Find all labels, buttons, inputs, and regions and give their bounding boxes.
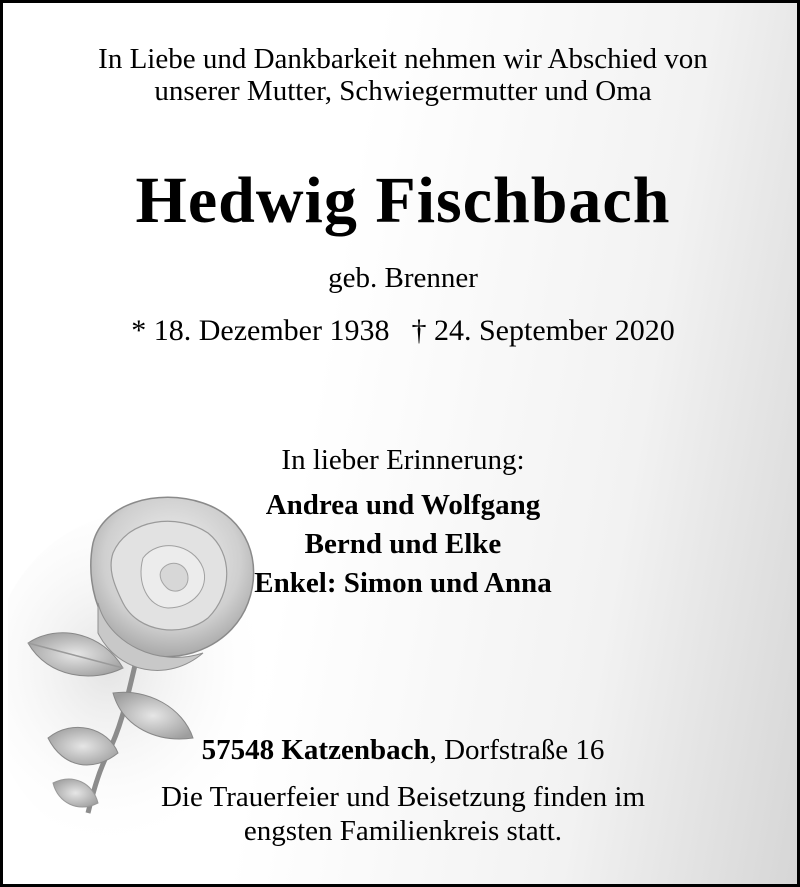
intro-line-2: unserer Mutter, Schwiegermutter und Oma: [154, 75, 652, 107]
death-date: † 24. September 2020: [411, 314, 675, 347]
intro-line-1: In Liebe und Dankbarkeit nehmen wir Abschied von: [98, 43, 708, 75]
funeral-note: [3, 780, 800, 848]
address-street: , Dorfstraße 16: [429, 734, 605, 766]
life-dates: [3, 313, 800, 349]
intro-text: [3, 43, 800, 107]
family-member: Andrea und Wolfgang: [265, 489, 541, 521]
funeral-line-1: Die Trauerfeier und Beisetzung finden im: [160, 781, 646, 813]
memory-heading: In lieber Erinnerung:: [281, 444, 525, 476]
family-member: Bernd und Elke: [304, 528, 502, 560]
deceased-name: Hedwig Fischbach: [135, 164, 671, 237]
address: [3, 733, 800, 767]
birth-date: * 18. Dezember 1938: [131, 314, 390, 347]
maiden-name: geb. Brenner: [328, 262, 478, 294]
funeral-line-2: engsten Familienkreis statt.: [243, 815, 563, 847]
family-member: Enkel: Simon und Anna: [254, 567, 552, 599]
address-postal-city: 57548 Katzenbach: [201, 734, 430, 766]
family-list: [3, 486, 800, 603]
